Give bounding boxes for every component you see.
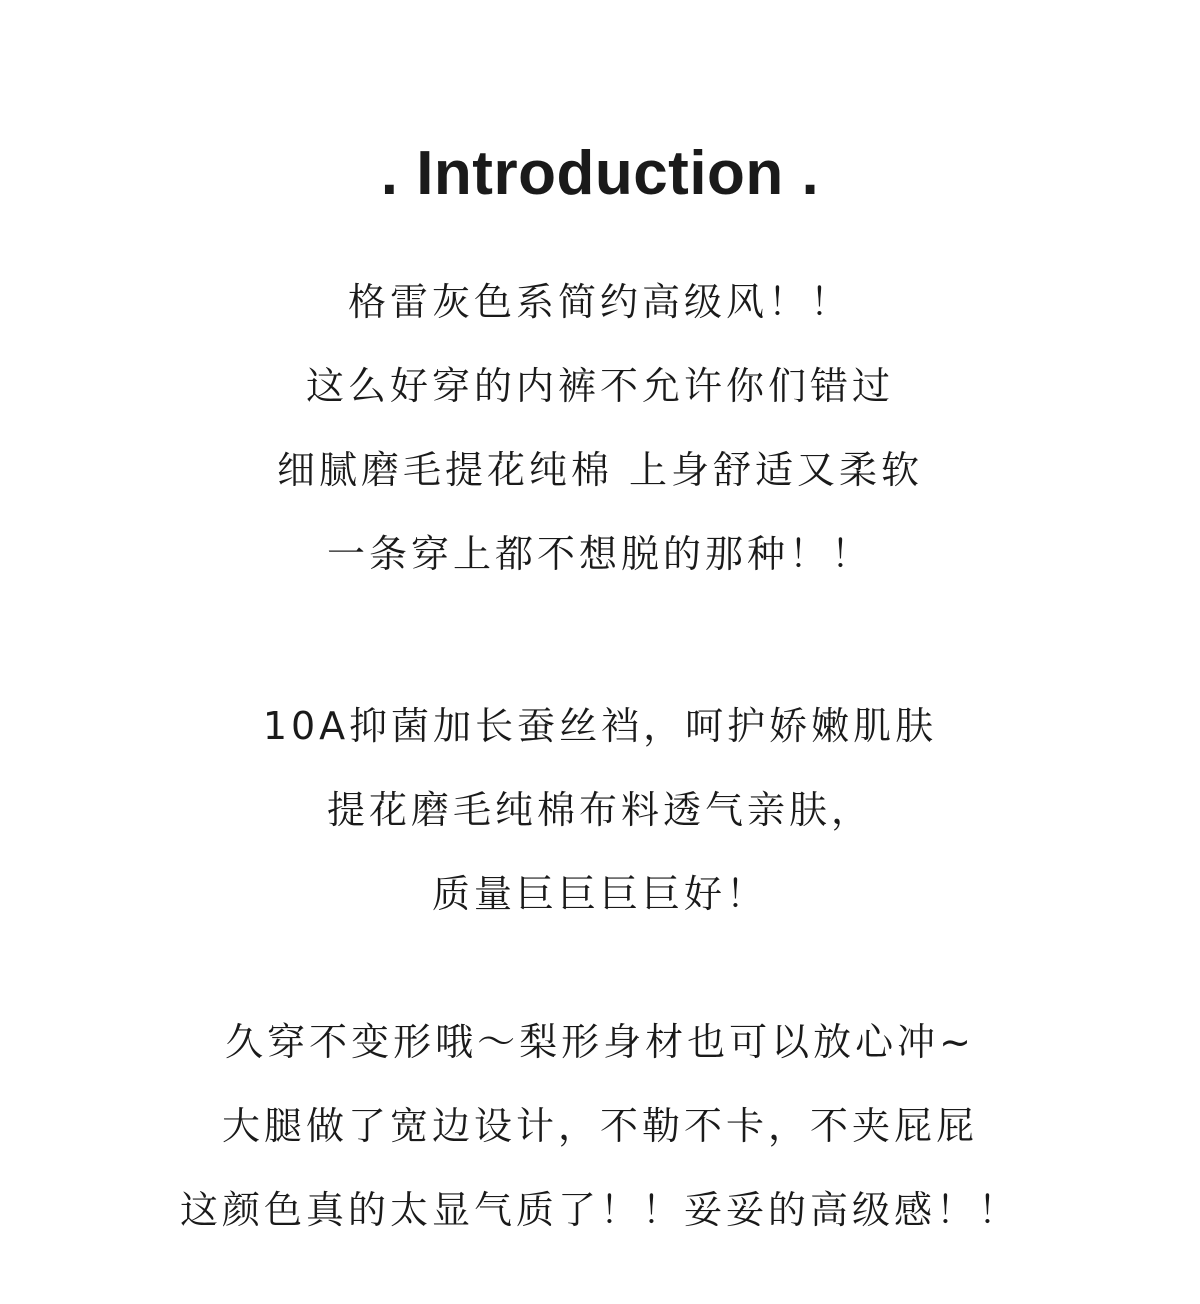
text-line: 这么好穿的内裤不允许你们错过 bbox=[305, 364, 894, 408]
section-title: . Introduction . bbox=[380, 139, 820, 208]
text-line: 提花磨毛纯棉布料透气亲肤， bbox=[326, 788, 873, 832]
text-line: 大腿做了宽边设计，不勒不卡，不夹屁屁 bbox=[221, 1104, 978, 1148]
text-line: 一条穿上都不想脱的那种！！ bbox=[326, 532, 873, 576]
text-line: 10A抑菌加长蚕丝裆，呵护娇嫩肌肤 bbox=[262, 704, 938, 748]
text-line: 细腻磨毛提花纯棉 上身舒适又柔软 bbox=[276, 448, 924, 492]
text-line: 质量巨巨巨巨好！ bbox=[431, 872, 768, 916]
text-line: 久穿不变形哦～梨形身材也可以放心冲~ bbox=[225, 1020, 975, 1064]
text-line: 格雷灰色系简约高级风！！ bbox=[347, 280, 852, 324]
text-line: 这颜色真的太显气质了！！妥妥的高级感！！ bbox=[179, 1188, 1020, 1232]
